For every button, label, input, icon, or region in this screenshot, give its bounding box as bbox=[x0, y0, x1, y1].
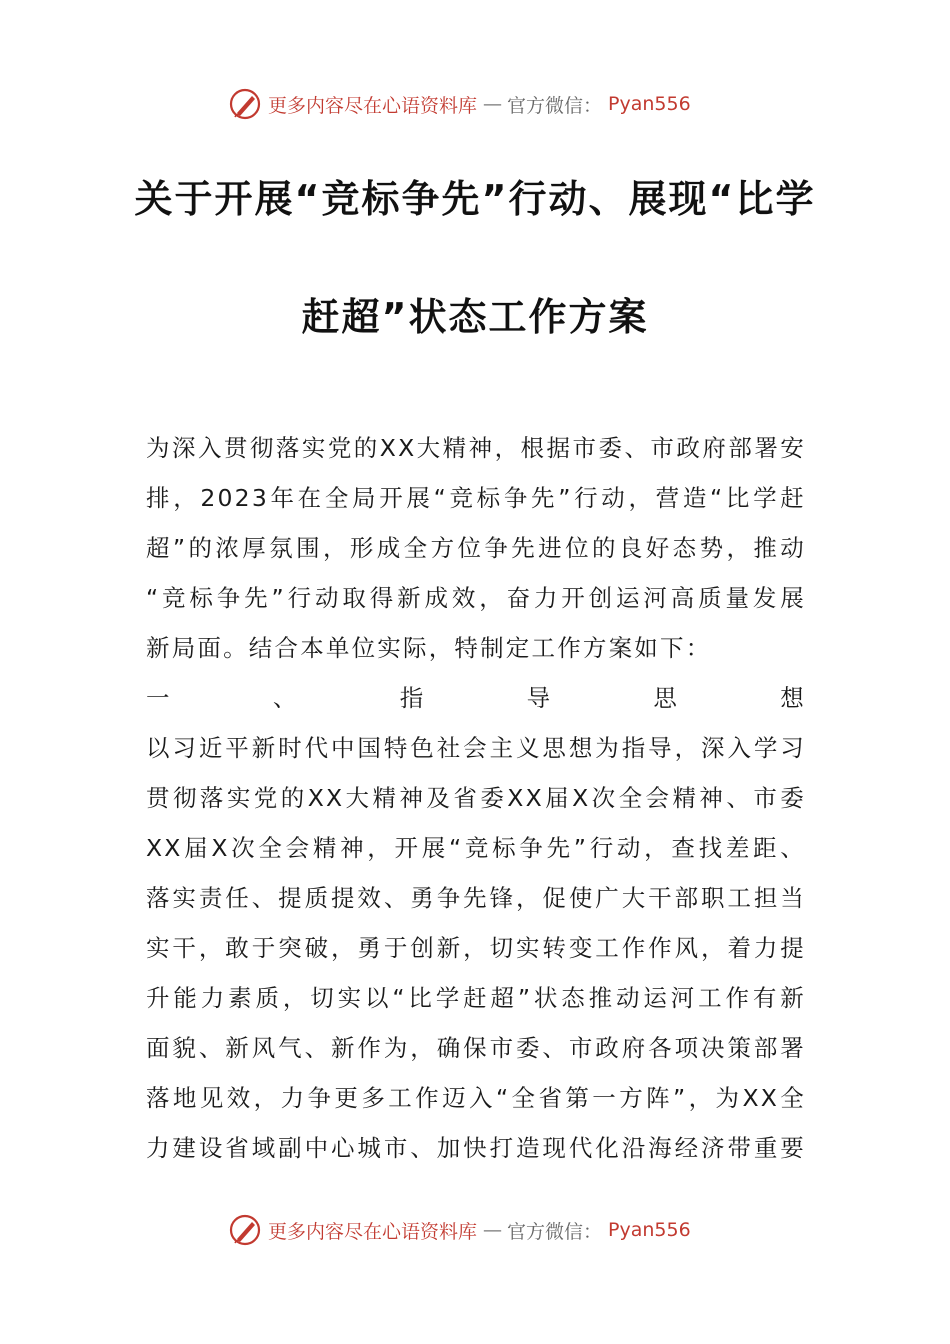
watermark-separator: — bbox=[483, 1219, 502, 1241]
body-line: 落地见效，力争更多工作迈入“全省第一方阵”，为XX全 bbox=[146, 1084, 806, 1112]
document-body bbox=[146, 423, 806, 1173]
watermark-separator: — bbox=[483, 93, 502, 115]
watermark-wechat-label: 官方微信： bbox=[507, 94, 603, 117]
body-line: 超”的浓厚氛围，形成全方位争先进位的良好态势，推动 bbox=[146, 534, 806, 562]
section-heading: 一、指导思想 bbox=[146, 684, 806, 712]
body-line: XX届X次全会精神，开展“竞标争先”行动，查找差距、 bbox=[146, 834, 806, 862]
body-line: 升能力素质，切实以“比学赶超”状态推动运河工作有新 bbox=[146, 984, 806, 1012]
pen-logo-icon bbox=[228, 87, 262, 121]
body-line: 以习近平新时代中国特色社会主义思想为指导，深入学习 bbox=[146, 734, 806, 762]
watermark-account: Pyan556 bbox=[608, 93, 691, 115]
body-line: 新局面。结合本单位实际，特制定工作方案如下： bbox=[146, 634, 712, 662]
pen-logo-icon bbox=[228, 1213, 262, 1247]
document-title-line-1: 关于开展“竞标争先”行动、展现“比学 bbox=[134, 177, 816, 221]
document-title-line-2: 赶超”状态工作方案 bbox=[301, 295, 649, 339]
watermark-text: 更多内容尽在心语资料库 bbox=[268, 1220, 478, 1243]
body-line: 排，2023年在全局开展“竞标争先”行动，营造“比学赶 bbox=[146, 484, 806, 512]
watermark-banner-bottom bbox=[228, 1212, 728, 1248]
watermark-wechat-label: 官方微信： bbox=[507, 1220, 603, 1243]
body-line: 为深入贯彻落实党的XX大精神，根据市委、市政府部署安 bbox=[146, 434, 806, 462]
body-line: 贯彻落实党的XX大精神及省委XX届X次全会精神、市委 bbox=[146, 784, 806, 812]
watermark-account: Pyan556 bbox=[608, 1219, 691, 1241]
watermark-banner-top bbox=[228, 86, 728, 122]
body-line: 面貌、新风气、新作为，确保市委、市政府各项决策部署 bbox=[146, 1034, 806, 1062]
body-line: 实干，敢于突破，勇于创新，切实转变工作作风，着力提 bbox=[146, 934, 806, 962]
body-line: 力建设省域副中心城市、加快打造现代化沿海经济带重要 bbox=[146, 1134, 806, 1162]
watermark-text: 更多内容尽在心语资料库 bbox=[268, 94, 478, 117]
body-line: “竞标争先”行动取得新成效，奋力开创运河高质量发展 bbox=[146, 584, 806, 612]
body-line: 落实责任、提质提效、勇争先锋，促使广大干部职工担当 bbox=[146, 884, 806, 912]
